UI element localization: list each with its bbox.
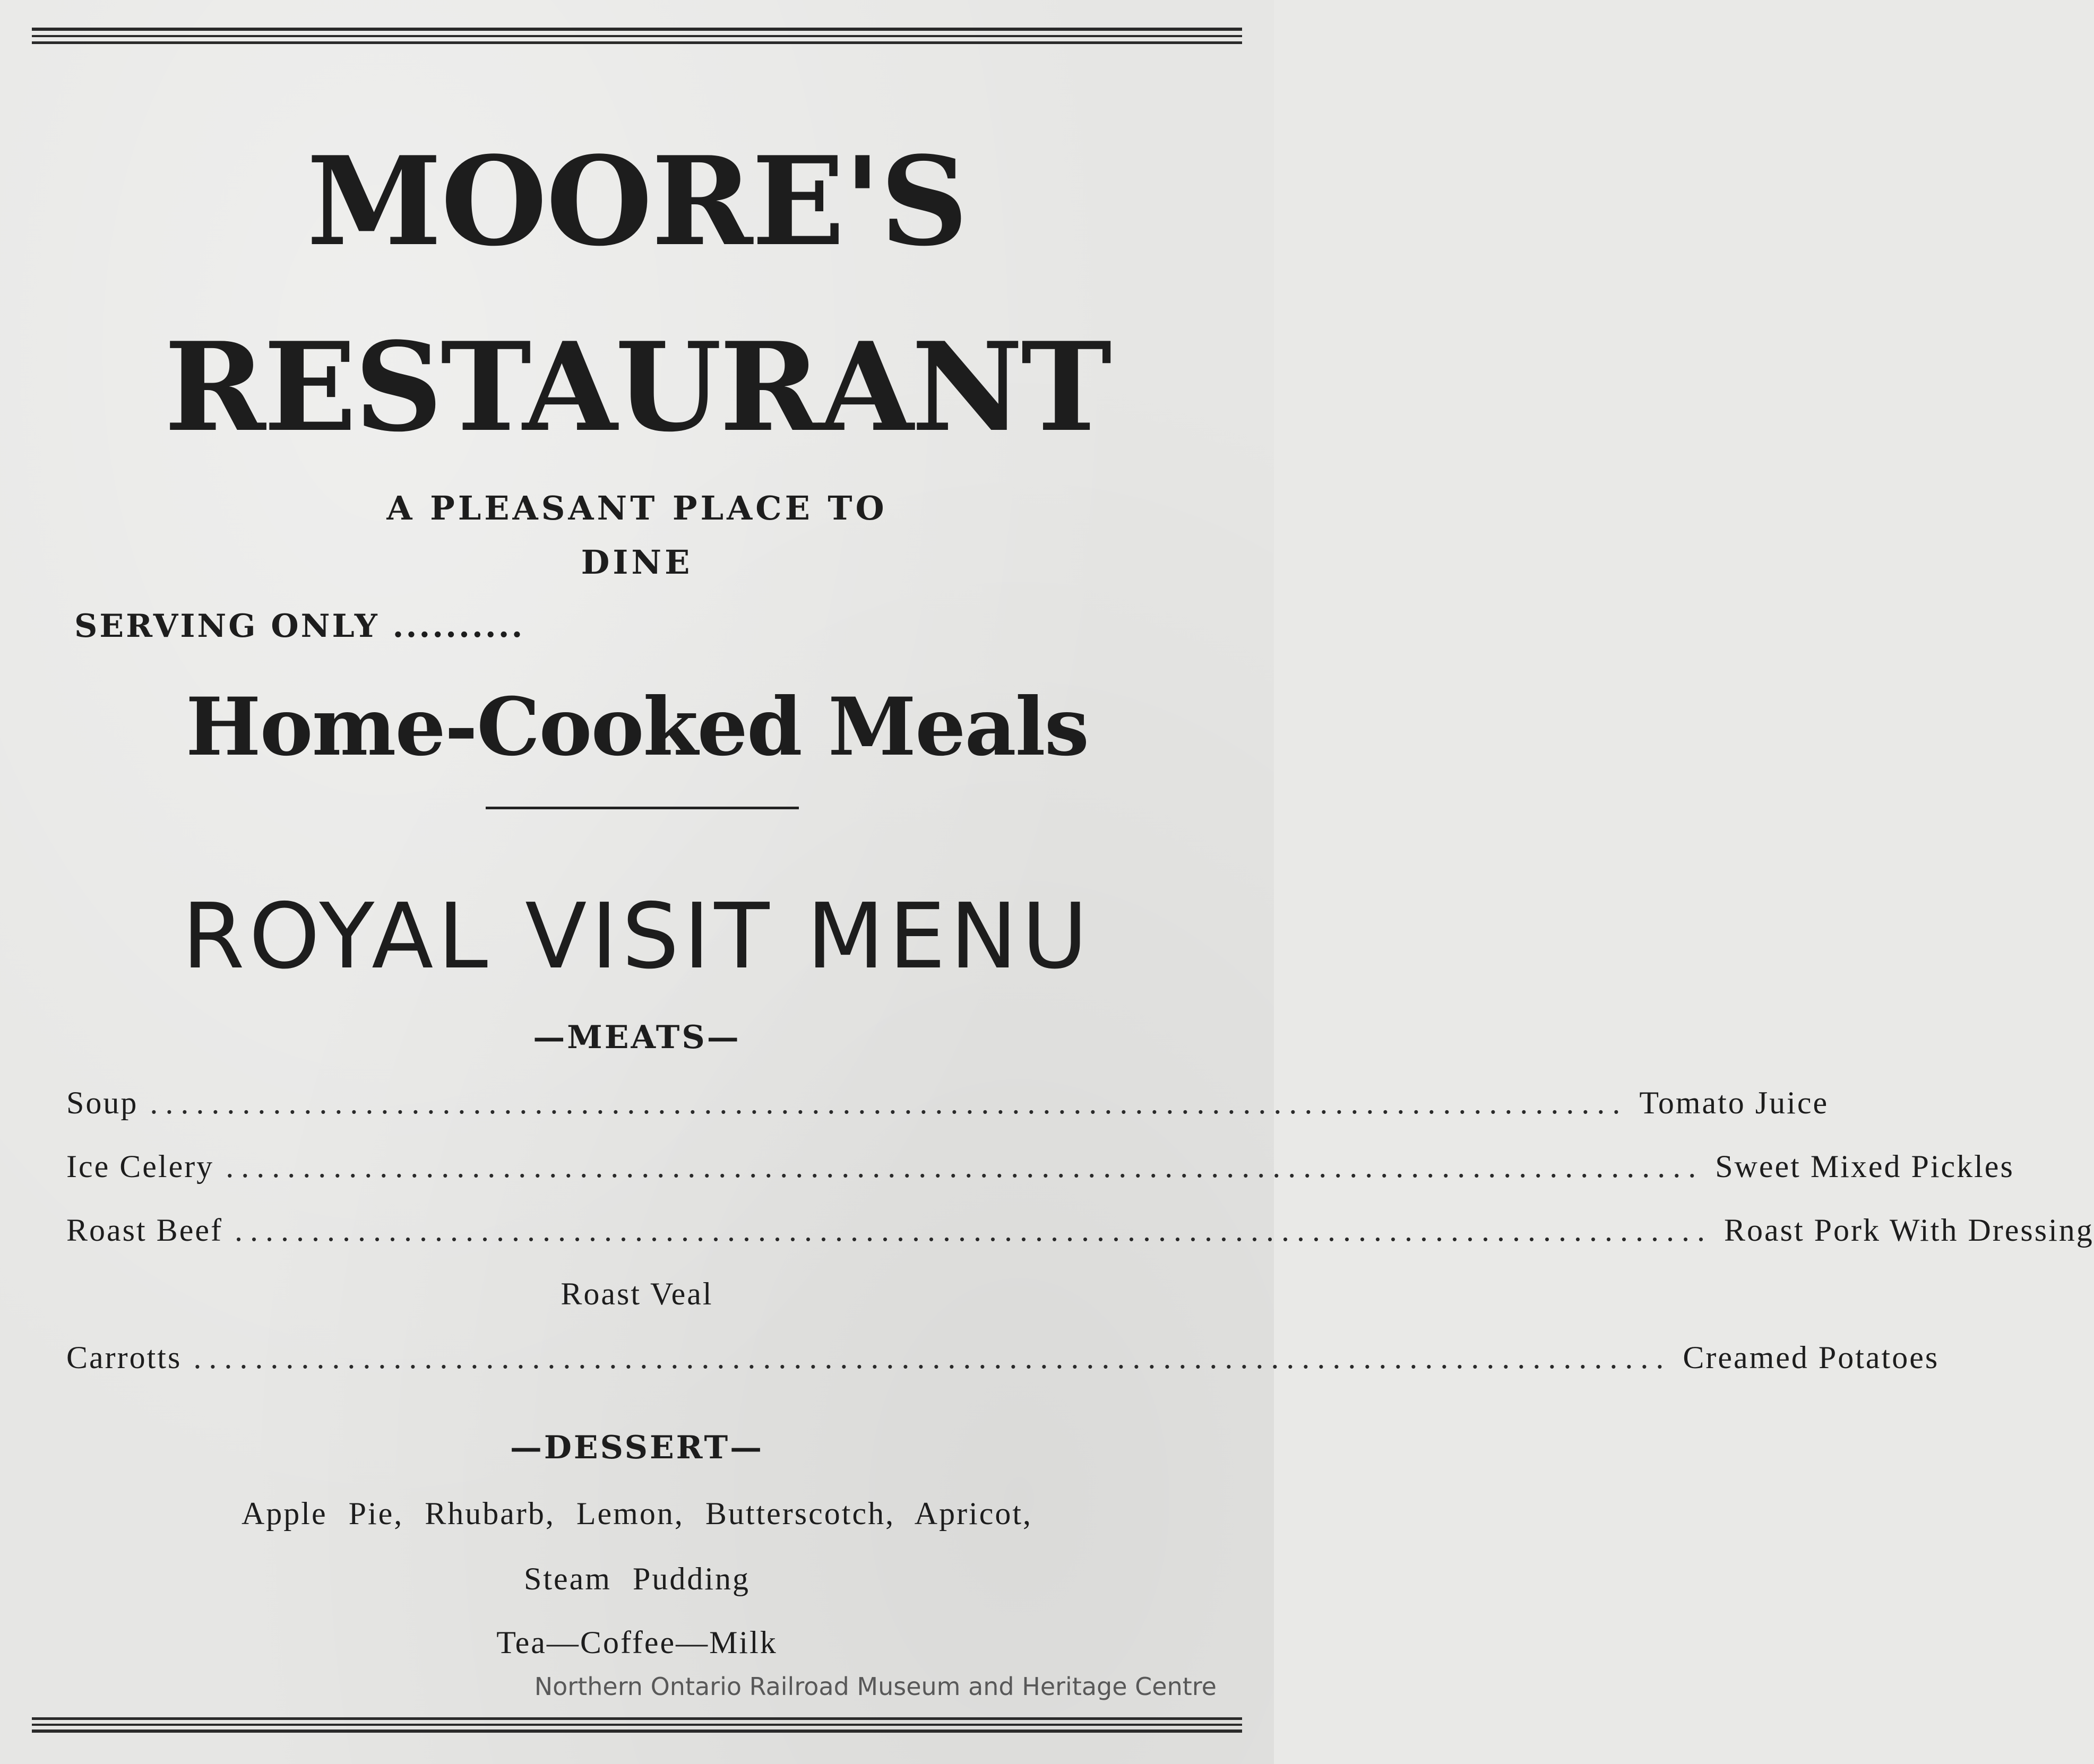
menu-item-center: Roast Veal bbox=[561, 1276, 713, 1311]
dessert-heading: —DESSERT— bbox=[510, 1429, 764, 1466]
restaurant-name-line1: MOORE'S bbox=[306, 130, 968, 273]
menu-item-right: Sweet Mixed Pickles bbox=[1715, 1149, 2014, 1184]
menu-row bbox=[66, 1209, 2094, 1251]
menu-item-left: Soup bbox=[66, 1085, 139, 1120]
menu-row bbox=[66, 1082, 1829, 1124]
menu-item-left: Roast Beef bbox=[66, 1213, 223, 1248]
dot-leader: ................................................................................................ bbox=[226, 1149, 1704, 1184]
menu-item-right: Roast Pork With Dressing bbox=[1724, 1213, 2094, 1248]
restaurant-name-line2: RESTAURANT bbox=[164, 316, 1110, 459]
tagline-line1: A PLEASANT PLACE TO bbox=[386, 489, 887, 528]
dessert-list-line2: Steam Pudding bbox=[523, 1561, 750, 1596]
dot-leader: ................................................................................................ bbox=[234, 1213, 1712, 1248]
dot-leader: ................................................................................................ bbox=[150, 1085, 1628, 1120]
dot-leader: ................................................................................................ bbox=[193, 1340, 1671, 1375]
meats-heading: —MEATS— bbox=[533, 1019, 741, 1056]
menu-item-left: Carrotts bbox=[66, 1340, 182, 1375]
drinks-line: Tea—Coffee—Milk bbox=[496, 1625, 778, 1660]
menu-item-right: Creamed Potatoes bbox=[1683, 1340, 1940, 1375]
tagline-line2: DINE bbox=[581, 543, 693, 582]
serving-only-label: SERVING ONLY .......... bbox=[74, 608, 525, 645]
menu-row bbox=[66, 1145, 2014, 1188]
home-cooked-headline: Home-Cooked Meals bbox=[185, 680, 1089, 774]
dessert-list-line1: Apple Pie, Rhubarb, Lemon, Butterscotch, Apricot, bbox=[241, 1496, 1033, 1531]
menu-item-right: Tomato Juice bbox=[1639, 1085, 1829, 1120]
menu-item-left: Ice Celery bbox=[66, 1149, 214, 1184]
menu-title: ROYAL VISIT MENU bbox=[182, 884, 1092, 989]
menu-row bbox=[66, 1336, 1940, 1379]
divider-line bbox=[486, 807, 799, 809]
museum-credit: Northern Ontario Railroad Museum and Heritage Centre bbox=[534, 1672, 1217, 1701]
